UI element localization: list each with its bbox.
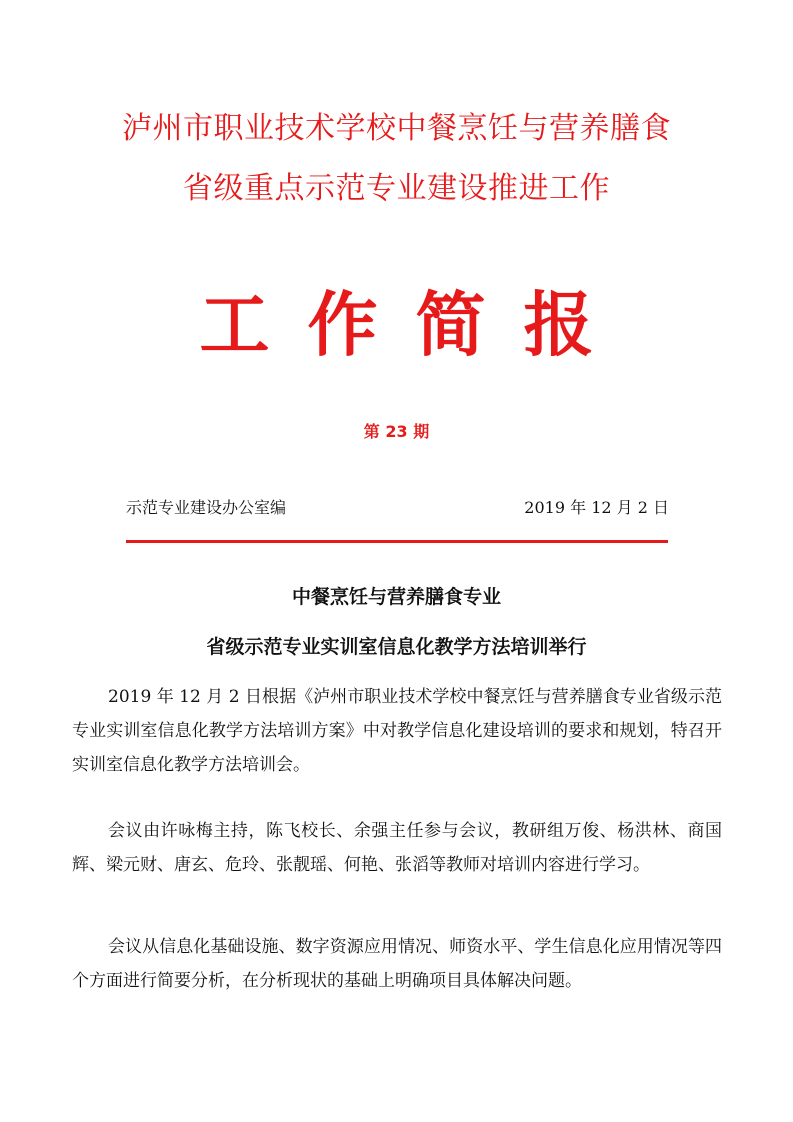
header-title-line-1: 泸州市职业技术学校中餐烹饪与营养膳食 <box>122 111 671 146</box>
article-title-line-2: 省级示范专业实训室信息化教学方法培训举行 <box>206 636 587 658</box>
article-paragraph: 会议由许咏梅主持，陈飞校长、余强主任参与会议，教研组万俊、杨洪林、商国辉、梁元财、唐玄、危玲、张靓瑶、何艳、张滔等教师对培训内容进行学习。 <box>72 821 722 875</box>
editor-credit: 示范专业建设办公室编 <box>126 498 287 517</box>
masthead-title: 工作简报 <box>199 284 632 366</box>
article-title-line-1: 中餐烹饪与营养膳食专业 <box>291 586 501 608</box>
issue-number: 第 23 期 <box>363 422 430 441</box>
red-divider <box>126 540 668 543</box>
article-paragraph: 2019 年 12 月 2 日根据《泸州市职业技术学校中餐烹饪与营养膳食专业省级示范专业实训室信息化教学方法培训方案》中对教学信息化建设培训的要求和规划，特召开实训室信息化教学方法培训会。 <box>72 687 722 775</box>
article-paragraph: 会议从信息化基础设施、数字资源应用情况、师资水平、学生信息化应用情况等四个方面进行简要分析，在分析现状的基础上明确项目具体解决问题。 <box>72 937 722 991</box>
header-title-line-2: 省级重点示范专业建设推进工作 <box>183 171 610 206</box>
publish-date: 2019 年 12 月 2 日 <box>524 498 669 517</box>
